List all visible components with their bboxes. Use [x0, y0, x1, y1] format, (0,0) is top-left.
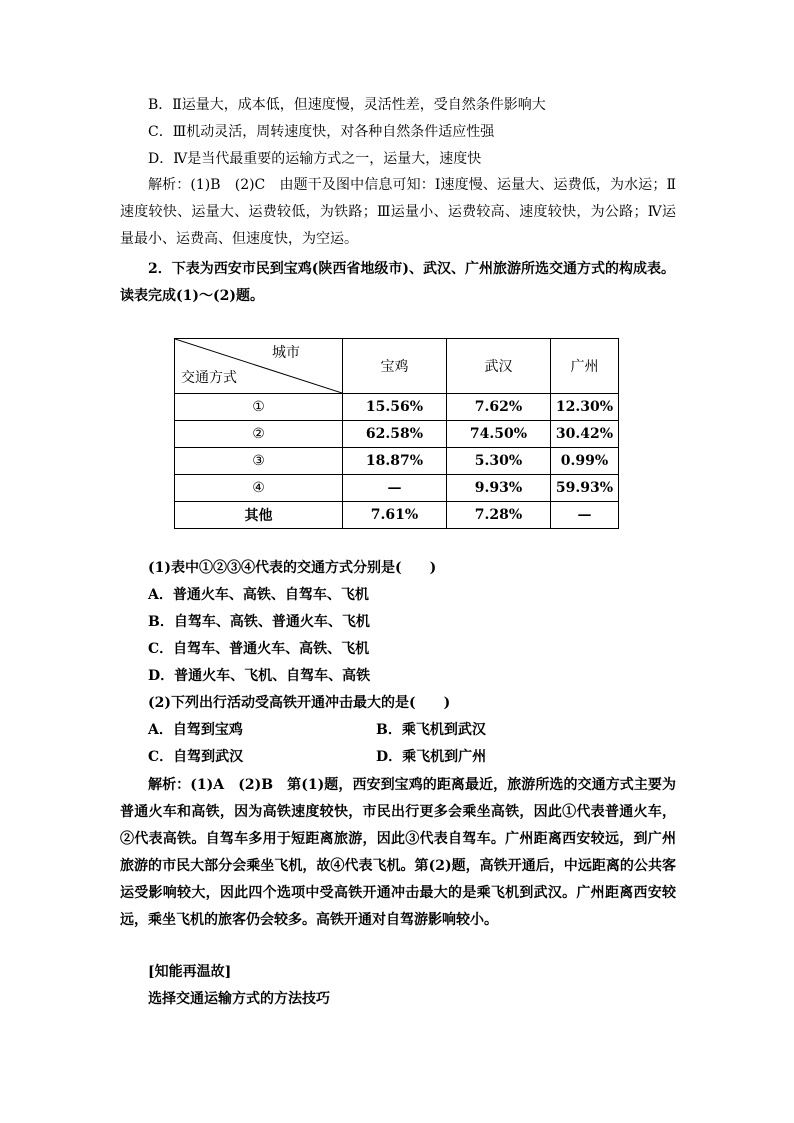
header-city-label: 城市: [272, 345, 300, 361]
table-cell: 30.42%: [551, 421, 619, 448]
q1-option-b: B．Ⅱ运量大，成本低，但速度慢，灵活性差，受自然条件影响大: [148, 97, 546, 113]
table-cell: 15.56%: [343, 394, 447, 421]
table-cell: 62.58%: [343, 421, 447, 448]
q1-option-d: D．Ⅳ是当代最重要的运输方式之一，运量大，速度快: [148, 151, 482, 167]
column-header: 武汉: [447, 339, 551, 394]
table-cell: 74.50%: [447, 421, 551, 448]
q2-intro: 2．下表为西安市民到宝鸡(陕西省地级市)、武汉、广州旅游所选交通方式的构成表。: [148, 261, 675, 277]
sub2-option-a: A．自驾到宝鸡: [148, 722, 243, 738]
sub1-option-a: A．普通火车、高铁、自驾车、飞机: [148, 587, 369, 603]
table-cell: 7.62%: [447, 394, 551, 421]
table-row: [175, 502, 619, 529]
sub1-option-b: B．自驾车、高铁、普通火车、飞机: [148, 614, 370, 630]
column-header: 宝鸡: [343, 339, 447, 394]
transport-share-table: [174, 338, 619, 529]
table-row: [175, 448, 619, 475]
review-title: 选择交通运输方式的方法技巧: [148, 991, 330, 1007]
sub-question-1: (1)表中①②③④代表的交通方式分别是( ): [148, 560, 437, 576]
table-row: [175, 421, 619, 448]
sub2-option-d: D．乘飞机到广州: [376, 749, 487, 765]
row-label: 其他: [175, 502, 343, 529]
row-label: ③: [175, 448, 343, 475]
table-cell: 0.99%: [551, 448, 619, 475]
review-heading: [知能再温故]: [148, 964, 232, 980]
row-label: ②: [175, 421, 343, 448]
table-row: [175, 394, 619, 421]
table-header-row: [175, 339, 619, 394]
sub1-option-c: C．自驾车、普通火车、高铁、飞机: [148, 641, 370, 657]
table-row: [175, 475, 619, 502]
row-label: ①: [175, 394, 343, 421]
table-cell: 5.30%: [447, 448, 551, 475]
column-header: 广州: [551, 339, 619, 394]
sub2-option-c: C．自驾到武汉: [148, 749, 244, 765]
table-cell: —: [551, 502, 619, 529]
table-cell: 59.93%: [551, 475, 619, 502]
analysis-1: 解析：(1)B (2)C 由题干及图中信息可知：Ⅰ速度慢、运量大、运费低，为水运；Ⅱ速度较快、运量大、运费较低，为铁路；Ⅲ运量小、运费较高、速度较快，为公路；Ⅳ运量最小、运费高、但速度快，为空运。: [120, 177, 676, 247]
q2-intro-cont: 读表完成(1)～(2)题。: [120, 288, 264, 304]
table-cell: 7.28%: [447, 502, 551, 529]
table-cell: 9.93%: [447, 475, 551, 502]
analysis-2: 解析：(1)A (2)B 第(1)题，西安到宝鸡的距离最近，旅游所选的交通方式主要为普通火车和高铁，因为高铁速度较快，市民出行更多会乘坐高铁，因此①代表普通火车，②代表高铁。自驾车多用于短距离旅游，因此③代表自驾车。广州距离西安较远，到广州旅游的市民大部分会乘坐飞机，故④代表飞机。第(2)题，高铁开通后，中远距离的公共客运受影响较大，因此四个选项中受高铁开通冲击最大的是乘飞机到武汉。广州距离西安较远，乘坐飞机的旅客仍会较多。高铁开通对自驾游影响较小。: [120, 777, 676, 928]
sub2-option-b: B．乘飞机到武汉: [376, 722, 486, 738]
header-mode-label: 交通方式: [181, 370, 237, 386]
table-cell: 7.61%: [343, 502, 447, 529]
table-cell: 18.87%: [343, 448, 447, 475]
row-label: ④: [175, 475, 343, 502]
table-cell: 12.30%: [551, 394, 619, 421]
q1-option-c: C．Ⅲ机动灵活，周转速度快，对各种自然条件适应性强: [148, 124, 495, 140]
sub1-option-d: D．普通火车、飞机、自驾车、高铁: [148, 668, 371, 684]
diagonal-header-cell: [175, 339, 343, 394]
sub-question-2: (2)下列出行活动受高铁开通冲击最大的是( ): [148, 695, 451, 711]
table-cell: —: [343, 475, 447, 502]
